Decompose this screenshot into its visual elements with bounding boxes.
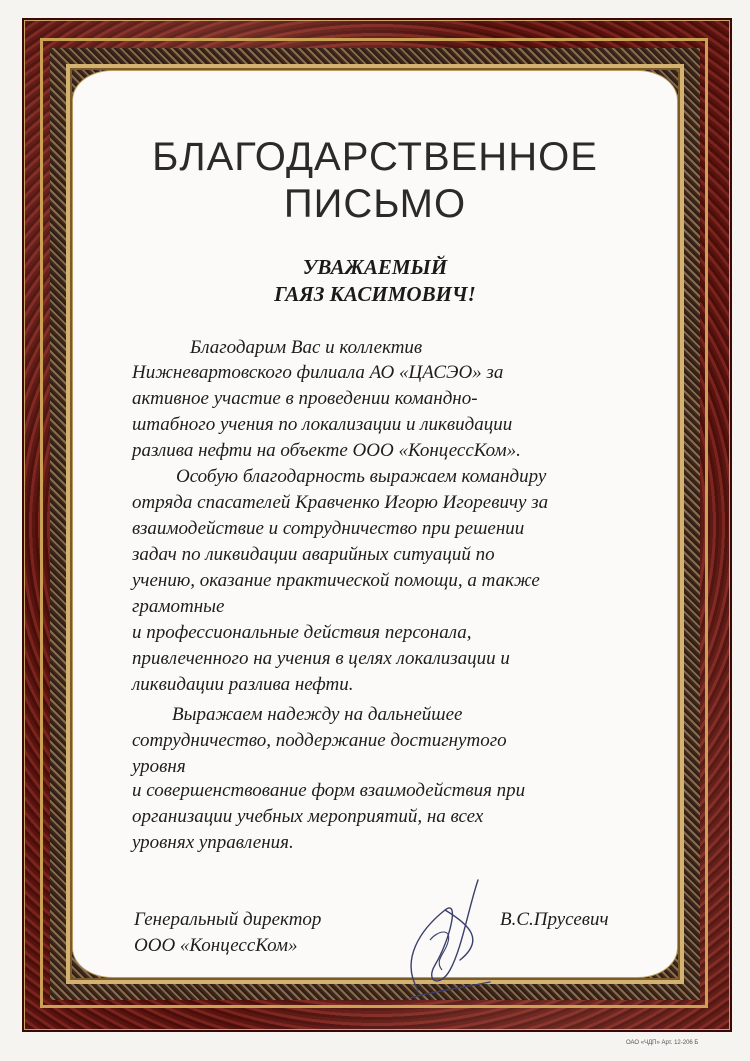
- body-line: привлеченного на учения в целях локализации и: [132, 648, 510, 669]
- body-line: штабного учения по локализации и ликвидации: [132, 414, 513, 435]
- body-line: учению, оказание практической помощи, а также: [132, 570, 540, 591]
- signatory-position-2: ООО «КонцессКом»: [134, 935, 298, 956]
- body-line: Благодарим Вас и коллектив: [190, 337, 423, 358]
- body-line: уровнях управления.: [132, 832, 294, 853]
- body-line: сотрудничество, поддержание достигнутого: [132, 730, 507, 751]
- body-line: уровня: [132, 756, 186, 777]
- greeting-line-2: ГАЯЗ КАСИМОВИЧ!: [274, 282, 476, 306]
- body-line: организации учебных мероприятий, на всех: [132, 806, 484, 827]
- body-line: ликвидации разлива нефти.: [132, 674, 354, 695]
- print-code: ОАО «ЧДП» Арт. 12-206 Б: [626, 1040, 699, 1046]
- signatory-name: В.С.Прусевич: [500, 909, 609, 930]
- handwritten-signature: [390, 870, 500, 1010]
- body-line: Нижневартовского филиала АО «ЦАСЭО» за: [132, 362, 504, 383]
- body-line: отряда спасателей Кравченко Игорю Игоревичу за: [132, 492, 549, 513]
- body-line: Особую благодарность выражаем командиру: [176, 466, 547, 487]
- body-line: задач по ликвидации аварийных ситуаций по: [132, 544, 495, 565]
- body-line: и профессиональные действия персонала,: [132, 622, 472, 643]
- signatory-position-1: Генеральный директор: [134, 909, 322, 930]
- body-line: и совершенствование форм взаимодействия при: [132, 780, 526, 801]
- greeting-line-1: УВАЖАЕМЫЙ: [302, 255, 448, 279]
- body-line: взаимодействие и сотрудничество при решении: [132, 518, 525, 539]
- body-line: разлива нефти на объекте ООО «КонцессКом».: [132, 440, 521, 461]
- title-line-1: БЛАГОДАРСТВЕННОЕ: [152, 135, 598, 179]
- body-line: активное участие в проведении командно-: [132, 388, 478, 409]
- body-line: Выражаем надежду на дальнейшее: [172, 704, 463, 725]
- body-line: грамотные: [132, 596, 225, 617]
- title-line-2: ПИСЬМО: [283, 182, 467, 226]
